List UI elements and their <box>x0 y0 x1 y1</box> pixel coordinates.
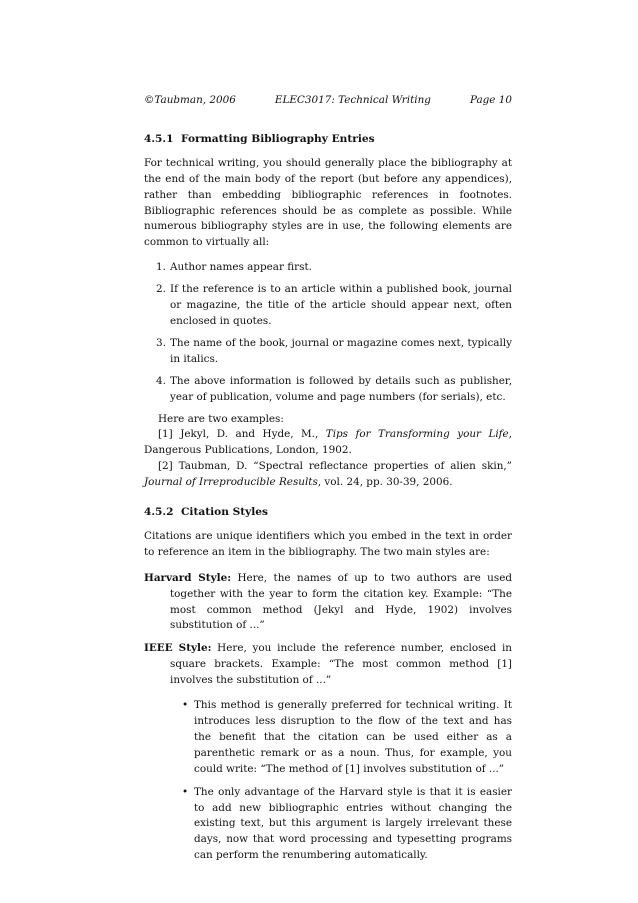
paragraph-citations-intro: Citations are unique identifiers which you embed in the text in order to reference an item in the bibliography. The two main styles are: <box>144 529 512 558</box>
list-item: 1. Author names appear first. <box>156 261 312 274</box>
section-number: 4.5.2 <box>144 506 174 519</box>
document-page <box>144 93 512 871</box>
bibliography-example-2: [2] Taubman, D. “Spectral reflectance properties of alien skin,” Journal of Irreproducible Results, vol. 24, pp. 30-39, 2006. <box>144 460 512 489</box>
bullet-list <box>182 698 512 864</box>
description-item-harvard: Harvard Style: Here, the names of up to two authors are used together with the year to form the citation key. Example: “The most common method (Jekyl and Hyde, 1902) involves substitution of ...” <box>144 571 512 632</box>
bullet-icon: • <box>182 699 189 712</box>
header-left: ©Taubman, 2006 <box>144 94 236 106</box>
section-number: 4.5.1 <box>144 132 174 145</box>
section-title: Formatting Bibliography Entries <box>181 132 375 145</box>
list-item: 3. The name of the book, journal or magazine comes next, typically in italics. <box>156 336 512 365</box>
page-header <box>144 93 512 109</box>
bullet-icon: • <box>182 785 189 798</box>
list-item: • The only advantage of the Harvard style is that it is easier to add new bibliographic entries without changing the existing text, but this argument is largely irrelevant these days, now that word processing and typesetting programs can perform the renumbering automatically. <box>182 785 512 862</box>
header-center: ELEC3017: Technical Writing <box>274 94 431 106</box>
header-page-number: Page 10 <box>469 94 512 106</box>
paragraph-bibliography-intro: For technical writing, you should generally place the bibliography at the end of the main body of the report (but before any appendices), rather than embedding bibliographic references in footnotes. Bibliographic references should be as complete as possible. While numerous bibliography styles are in use, the following elements are common to virtually all: <box>144 156 512 249</box>
enumerated-list <box>144 260 512 405</box>
description-list <box>144 571 512 689</box>
section-heading-4-5-2 <box>144 505 512 521</box>
copyright-symbol: © <box>144 94 155 106</box>
section-heading-4-5-1 <box>144 132 512 148</box>
list-item: • This method is generally preferred for technical writing. It introduces less disruption to the flow of the text and has the benefit that the citation can be used either as a parenthetic remark or as a noun. Thus, for example, you could write: “The method of [1] involves substitution of ...” <box>182 699 512 775</box>
list-item: 2. If the reference is to an article within a published book, journal or magazine, the title of the article should appear next, often enclosed in quotes. <box>156 283 512 327</box>
bibliography-example-1: [1] Jekyl, D. and Hyde, M., Tips for Transforming your Life, Dangerous Publications, London, 1902. <box>144 428 512 457</box>
section-title: Citation Styles <box>181 506 269 519</box>
description-item-ieee: IEEE Style: Here, you include the reference number, enclosed in square brackets. Example: “The most common method [1] involves the substitution of ...” <box>144 642 512 687</box>
list-item: 4. The above information is followed by details such as publisher, year of publication, volume and page numbers (for serials), etc. <box>156 374 512 403</box>
paragraph-examples-intro: Here are two examples: <box>158 412 284 425</box>
